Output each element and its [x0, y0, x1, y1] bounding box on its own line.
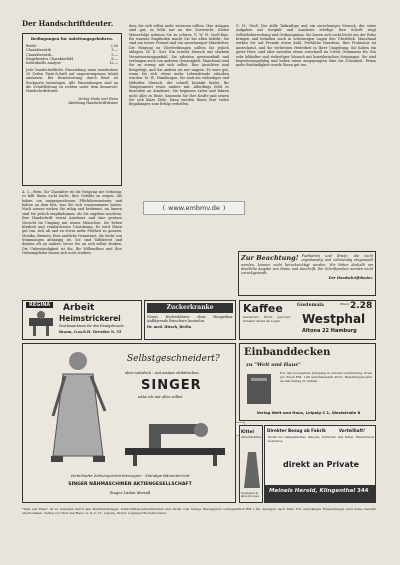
- privat-text: Stoffe fur Damenkleider, Wasche, Schurzen und Kittel. Musterbuch kostenlos.: [268, 435, 374, 443]
- singer-footer3: Singer Läden überall: [109, 490, 151, 495]
- beachtung-title: Zur Beachtung!: [241, 254, 299, 262]
- intro-row-value: 5.—: [111, 52, 118, 57]
- kaffee-addr: Altona 22 Hamburg: [302, 328, 357, 334]
- intro-row-label: Charakteristik: [26, 48, 51, 53]
- intro-row-label: Charakteristik...: [26, 52, 55, 57]
- sewing-machine-icon: [119, 404, 231, 466]
- singer-headline: Selbstgeschneidert?: [127, 354, 220, 364]
- intro-row-label: Eingehendes Charakterbild: [26, 56, 74, 61]
- regina-addr: Braun, G.m.b.H. Dresden N. 55: [59, 330, 122, 334]
- kaffee-text: Garantiert frisch gerostet, Versand direkt ab Lager.: [243, 315, 291, 323]
- intro-box: [22, 33, 122, 186]
- ad-kaffee: [239, 300, 376, 340]
- kaffee-company: Westphal: [302, 312, 366, 326]
- singer-tagline: nähe ich mir alles selbst: [138, 395, 183, 399]
- ad-regina: [22, 300, 142, 340]
- kittel-text: Neuheiten in allen Grossen.: [241, 492, 260, 499]
- column-c-text: G. H., Groß. Der stille Tatkraftige und ein zuverlassiger Mensch, der seine Aufgaben mit Sorgfalt und Ausdauer erledigt. Ihre Schrift zeigt Selbstbeherrschung und Ordnungssinn. Sie lassen sich nicht leicht aus der Ruhe bringen und behalten auch in schwierigen Lagen den Uberblick. Manchmal wirken Sie auf Fremde etwas kuhl. Fröhliche Hausfrau. Ihre Frohnatur ist ansteckend, und Sie verbreiten Heiterkeit in Ihrer Umgebung. Sie haben ein gutes Herz, sind aber zuweilen etwas vorschnell im Urteil. Grünmarie Ho. Ein sehr lebhafter und vielseitiger Mensch mit kunstlerischen Neigungen. Sie sind begeisterungsfahig und haben einen ausgepragten Sinn fur Schonheit. Etwas mehr Beständigkeit wurde Ihnen gut tun.: [236, 24, 376, 68]
- intro-row-value: 12.—: [109, 61, 118, 66]
- footnote: "Welt und Haus" ist zu beziehen durch alle Buchhandlungen, Zeitschriftenverkaufsstellen und direkt vom Verlag. Bezugspreis vierteljahrlich RM 1.60. Anzeigen nach Tarif. Fur unverlangte Einsendungen wird keine Gewahr ubernommen. Verlag von Welt und Haus, G. m. b. H., Leipzig. Druck: Leipziger Buchdruckerei.: [22, 507, 376, 515]
- privat-big: direkt an Private: [282, 460, 360, 469]
- intro-body: Jede handschriftliche Einsendung muss mindestens 20 Zeilen Tinte-Schrift auf ungezwungenem Inhalt umfassen. Bei Beantwortung durch Brief ist Ruckporto beizufugen. Alle Einsendungen sind an die Schriftleitung zu richten unter dem Kennwort: Handschriftdeuter.: [26, 67, 118, 94]
- book-cover-icon: [244, 372, 276, 406]
- kaffee-title: Kaffee: [243, 302, 283, 315]
- einband-footer: Verlag Welt und Haus, Leipzig C 1, Weststraße 8: [256, 410, 361, 415]
- privat-right: Vorteilhaft!: [339, 428, 365, 433]
- woman-illustration-icon: [33, 346, 123, 466]
- knitting-machine-icon: [27, 310, 55, 338]
- regina-brand: REGINA: [26, 302, 53, 308]
- kittel-subtitle: Arbeitsmäntel: [241, 435, 262, 439]
- intro-row-label: Individuelle Analyse: [26, 61, 61, 66]
- ad-direkt-private: [264, 425, 376, 503]
- watermark: ( www.embmv.de ): [143, 201, 245, 215]
- kittel-title: Kittel: [241, 429, 254, 434]
- regina-line2: Heimstrickerei: [59, 314, 121, 323]
- beachtung-text: Postkarten und Briefe, die nicht eigenhandig und vollstandig eingesandt werden, konnen nicht berucksichtigt werden. Wir bitten deshalb um deutliche Angabe von Name und Anschrift. Die Schriftproben werden nicht zuruckgesandt.: [241, 254, 373, 276]
- intro-row-label: Briefe: [26, 43, 37, 48]
- privat-title: Direkter Bezug ab Fabrik: [267, 428, 326, 433]
- kaffee-price-label: Pfund: [340, 302, 349, 306]
- intro-row-value: 3.—: [111, 48, 118, 53]
- section-title: Der Handschriftdeuter.: [22, 19, 114, 28]
- intro-footer: Verlag Mode und Heim: [78, 96, 118, 101]
- kranke-text: Neues Heilverfahren ohne Hungerkur. Aufklarende Broschure kostenlos.: [147, 314, 233, 324]
- coat-icon: [242, 450, 262, 490]
- kranke-addr: Dr. med. Hirsch, Berlin: [147, 325, 192, 330]
- regina-line1: Arbeit: [63, 303, 95, 313]
- link-icon: (: [162, 203, 166, 212]
- privat-company: Meinels Herold, Klingenthal: [269, 488, 356, 494]
- intro-box-title: Bedingungen fur Anleitungsgebuhren.: [30, 36, 114, 41]
- beachtung-sign: Der Handschriftdeuter.: [328, 275, 373, 280]
- ad-kittel: [239, 425, 263, 503]
- column-a-text: A. C., Bern. Ihr Charakter ist die Neigung zur Ordnung; es fallt Ihnen nicht leicht, Ihre Gefuhle zu zeigen. Sie haben ein ausgesprochenes Pflichtbewusstsein und halten an dem fest, was Sie sich vorgenommen haben. Nach aussen wirken Sie ruhig und bestimmt, im Innern sind Sie jedoch empfindsamer, als Sie zugeben mochten. Ihre Handschrift verrat Ausdauer und eine gewisse Vorsicht im Umgang mit neuen Menschen. Sie lieben Klarheit und verabscheuen Unordnung. Es wird Ihnen gut tun, sich ab und zu etwas mehr Freiheit zu gonnen. Monika, Bremen. Eine zartliche Gemutsart, die leicht von Stimmungen abhangig ist. Sie sind hilfsbereit und denken oft an andere, bevor Sie an sich selbst denken. Die Unbestandigkeit ist die, Ihr Willensfluss und Ihre Ordnungsliebe lassen sich noch starken.: [22, 190, 122, 256]
- einband-sub: zu "Welt und Haus": [246, 362, 301, 368]
- kaffee-brand: Gustemala: [297, 303, 324, 308]
- einband-text: Fur den kompletten Jahrgang in schoner Ausfuhrung. Preis pro Stuck RM. 1.80 einschliesslich Porto. Bestellungen sind an den Verlag zu richten.: [280, 371, 372, 383]
- singer-footer1: Vorteilhafte Zahlungserleichterungen · Ständige Nähunterricht: [70, 473, 190, 478]
- ad-singer: [22, 343, 236, 503]
- singer-brand: SINGER: [141, 378, 202, 393]
- singer-sub: aber natürlich – mit meiner elektrischen: [125, 371, 199, 375]
- intro-row-value: 2,50: [110, 43, 118, 48]
- intro-row-value: 8.—: [111, 56, 118, 61]
- singer-footer2: SINGER NÄHMASCHINEN AKTIENGESELLSCHAFT: [68, 482, 192, 487]
- ad-einbanddecken: [239, 343, 376, 421]
- einband-title: Einbanddecken: [244, 347, 331, 358]
- intro-rows: [26, 44, 118, 66]
- beachtung-box: [238, 251, 376, 296]
- kranke-title: Zuckerkranke: [147, 303, 233, 313]
- intro-footer2: Abteilung Handschriftdeuter: [68, 101, 118, 106]
- kaffee-price: 2.28: [350, 301, 373, 311]
- intro-row: [26, 61, 118, 65]
- regina-sub: Strickmaschinen fur den Hausgebrauch: [59, 324, 124, 328]
- ad-zuckerkranke: [144, 300, 236, 340]
- column-b-text: dass Sie sich selbst mehr zutrauen sollten. Ihre Anlagen sind gut; es fehlt nur an der Zuversicht. Kleine Misserfolge nehmen Sie zu schwer. G. W. H. Groß-Ems. Ihr warmes Empfinden macht Sie bei allen beliebt; Sie sind ein treuer Freund und ein zuverlassiger Mitarbeiter. Die Neigung zu Ubertreibungen sollten Sie jedoch ablegen. Gl. K. Gott. Ein ernster Mensch mit starkem Verantwortungsgefuhl. Sie arbeiten gewissenhaft und verlangen auch von anderen Genauigkeit. Manchmal sind Sie zu streng mit sich selbst. Ihre Ansichten sind festgefugt, und Sie andern sie nur ungern. Es ware gut, wenn Sie sich etwas mehr Lebensfreude erlauben wurden. M. W., Hamburgen. Sie sind ein vielseitiger und lebhafter Mensch, der schnell Kontakt findet. Ihr Temperament reisst andere mit. Allerdings fehlt es bisweilen an Ausdauer; Sie beginnen vieles und fuhren nicht alles zu Ende. Sammeln Sie Ihre Krafte und setzen Sie sich klare Ziele. Dann werden Ihnen Ihre vielen Begabungen zum Erfolg verhelfen.: [129, 24, 229, 107]
- privat-num: 344: [357, 488, 369, 494]
